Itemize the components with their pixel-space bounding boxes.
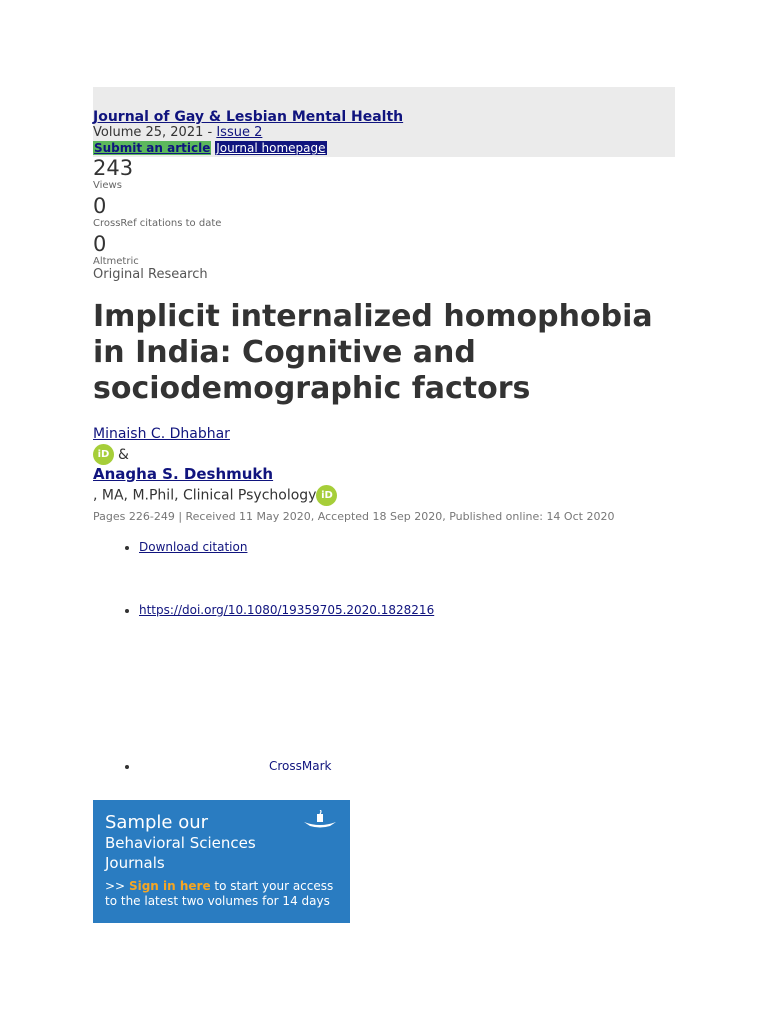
banner-line-3-text: to start your access [210, 879, 334, 893]
sign-in-link[interactable]: Sign in here [128, 879, 211, 893]
author-separator: & [118, 446, 129, 463]
header-buttons [93, 141, 675, 156]
banner-line-4: to the latest two volumes for 14 days [105, 894, 330, 908]
journal-header [93, 87, 675, 157]
author-link-deshmukh[interactable]: Anagha S. Deshmukh [93, 465, 274, 483]
views-count: 243 [93, 156, 134, 180]
submit-article-button[interactable]: Submit an article [94, 141, 211, 155]
orcid-icon[interactable]: iD [93, 444, 114, 465]
banner-line-2b: Journals [105, 854, 165, 872]
volume-text: Volume 25, 2021 - [93, 125, 217, 140]
orcid-icon[interactable]: iD [316, 485, 337, 506]
list-item [139, 758, 675, 774]
banner-prefix: >> [105, 879, 129, 893]
journal-title-link[interactable]: Journal of Gay & Lesbian Mental Health [93, 109, 404, 125]
banner-line-2a: Behavioral Sciences [105, 834, 256, 852]
doi-link[interactable]: https://doi.org/10.1080/19359705.2020.1828216 [139, 603, 435, 617]
list-item [139, 602, 675, 758]
views-label: Views [93, 180, 122, 191]
volume-line [93, 125, 675, 141]
sample-journals-banner[interactable] [93, 800, 350, 923]
author-list [93, 425, 675, 506]
lamp-icon [300, 810, 340, 830]
list-item [139, 539, 675, 602]
altmetric-label: Altmetric [93, 256, 139, 267]
metrics [93, 157, 675, 268]
banner-line-1: Sample our [105, 812, 209, 833]
publication-info: Pages 226-249 | Received 11 May 2020, Accepted 18 Sep 2020, Published online: 14 Oct 2020 [93, 510, 615, 523]
download-citation-link[interactable]: Download citation [139, 540, 248, 554]
banner-line-3 [105, 879, 350, 894]
crossref-count: 0 [93, 194, 107, 218]
article-type: Original Research [93, 267, 208, 282]
journal-homepage-button[interactable]: Journal homepage [216, 141, 326, 155]
author-link-dhabhar[interactable]: Minaish C. Dhabhar [93, 426, 230, 442]
article-title: Implicit internalized homophobia in India: Cognitive and sociodemographic factors [93, 299, 653, 406]
crossmark-link[interactable]: CrossMark [269, 759, 332, 773]
crossref-label: CrossRef citations to date [93, 218, 222, 229]
altmetric-count: 0 [93, 232, 107, 256]
article-page [93, 87, 675, 923]
article-actions [93, 539, 675, 774]
issue-link[interactable]: Issue 2 [216, 125, 263, 140]
author-affiliation: , MA, M.Phil, Clinical Psychology [93, 487, 317, 504]
